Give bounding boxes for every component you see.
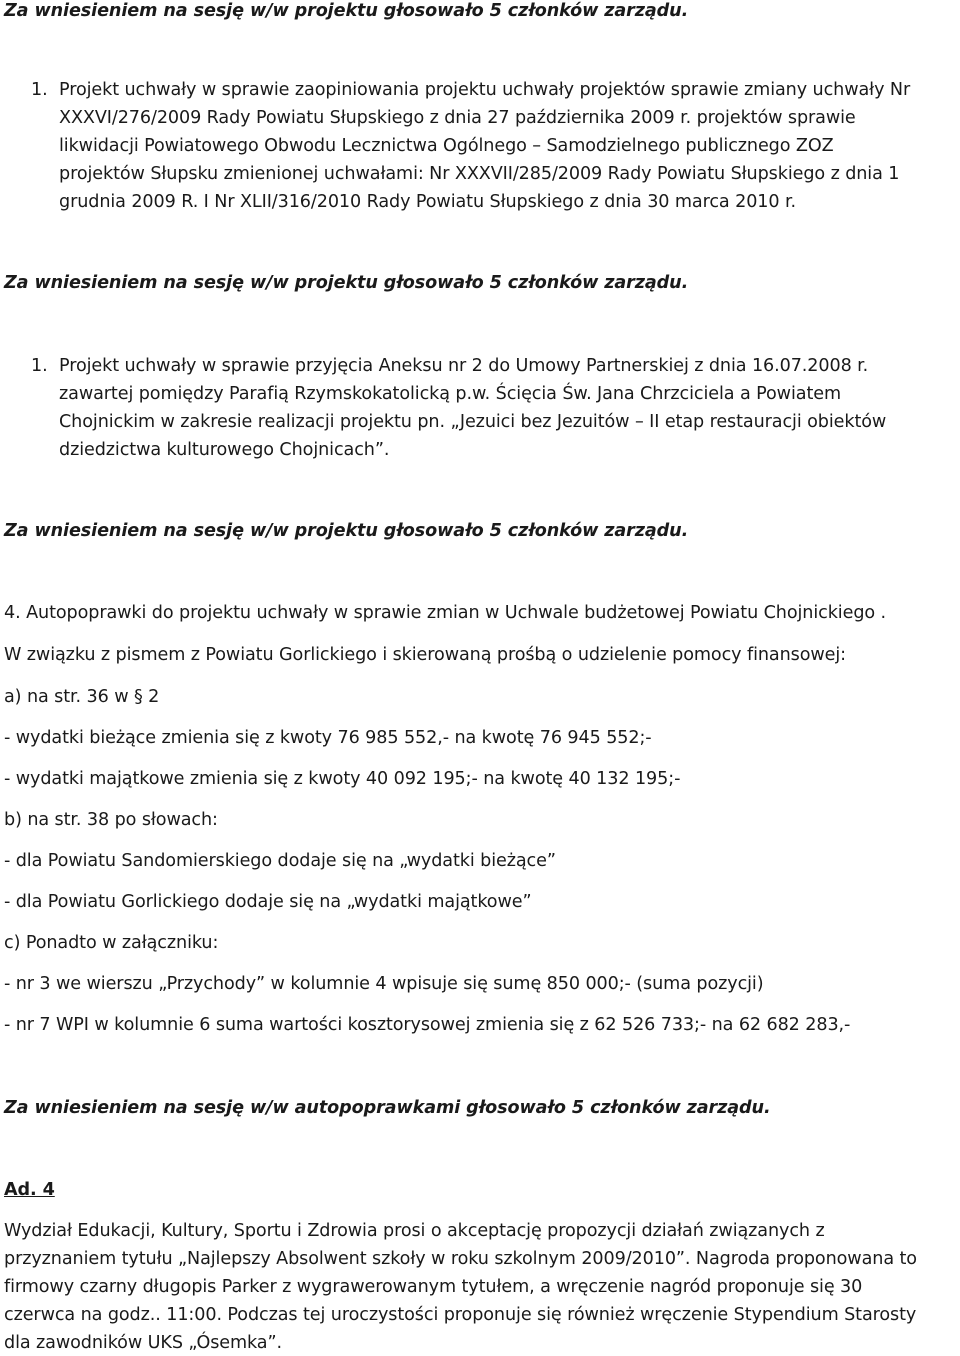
paragraph-line: likwidacji Powiatowego Obwodu Lecznictwa Ogólnego – Samodzielnego publicznego ZOZ: [59, 136, 834, 156]
paragraph-line: Projekt uchwały w sprawie zaopiniowania projektu uchwały projektów sprawie zmiany uchwały Nr: [59, 80, 911, 100]
paragraph-line: projektów Słupsku zmienionej uchwałami: Nr XXXVII/285/2009 Rady Powiatu Słupskiego z dnia 1: [59, 164, 900, 184]
paragraph-line: a) na str. 36 w § 2: [4, 687, 160, 707]
paragraph-line: - dla Powiatu Sandomierskiego dodaje się na „wydatki bieżące”: [4, 851, 556, 871]
paragraph-line: - wydatki majątkowe zmienia się z kwoty 40 092 195;- na kwotę 40 132 195;-: [4, 769, 681, 789]
paragraph-line: - nr 3 we wierszu „Przychody” w kolumnie 4 wpisuje się sumę 850 000;- (suma pozycji): [4, 974, 764, 994]
vote-result-heading: Za wniesieniem na sesję w/w projektu głosowało 5 członków zarządu.: [4, 273, 689, 293]
paragraph-line: c) Ponadto w załączniku:: [4, 933, 219, 953]
list-item-number: 1.: [31, 356, 48, 376]
paragraph-line: grudnia 2009 R. I Nr XLII/316/2010 Rady Powiatu Słupskiego z dnia 30 marca 2010 r.: [59, 192, 796, 212]
paragraph-line: - dla Powiatu Gorlickiego dodaje się na „wydatki majątkowe”: [4, 892, 532, 912]
paragraph-line: Wydział Edukacji, Kultury, Sportu i Zdrowia prosi o akceptację propozycji działań związanych z: [4, 1221, 825, 1241]
section-heading-ad-4: Ad. 4: [4, 1180, 55, 1200]
paragraph-line: W związku z pismem z Powiatu Gorlickiego i skierowaną prośbą o udzielenie pomocy finansowej:: [4, 645, 847, 665]
paragraph-line: XXXVI/276/2009 Rady Powiatu Słupskiego z dnia 27 października 2009 r. projektów sprawie: [59, 108, 856, 128]
paragraph-line: firmowy czarny długopis Parker z wygrawerowanym tytułem, a wręczenie nagród proponuje się 30: [4, 1277, 863, 1297]
vote-result-heading: Za wniesieniem na sesję w/w projektu głosowało 5 członków zarządu.: [4, 521, 689, 541]
paragraph-line: czerwca na godz.. 11:00. Podczas tej uroczystości proponuje się również wręczenie Stypendium Starosty: [4, 1305, 917, 1325]
paragraph-line: Chojnickim w zakresie realizacji projektu pn. „Jezuici bez Jezuitów – II etap restauracji obiektów: [59, 412, 887, 432]
paragraph-line: Projekt uchwały w sprawie przyjęcia Aneksu nr 2 do Umowy Partnerskiej z dnia 16.07.2008 r.: [59, 356, 869, 376]
vote-result-heading: Za wniesieniem na sesję w/w projektu głosowało 5 członków zarządu.: [4, 1, 689, 21]
paragraph-line: dla zawodników UKS „Ósemka”.: [4, 1333, 282, 1353]
paragraph-line: - nr 7 WPI w kolumnie 6 suma wartości kosztorysowej zmienia się z 62 526 733;- na 62 682 283,-: [4, 1015, 851, 1035]
paragraph-line: 4. Autopoprawki do projektu uchwały w sprawie zmian w Uchwale budżetowej Powiatu Chojnickiego .: [4, 603, 887, 623]
vote-result-heading: Za wniesieniem na sesję w/w autopoprawkami głosowało 5 członków zarządu.: [4, 1098, 771, 1118]
list-item-number: 1.: [31, 80, 48, 100]
paragraph-line: przyznaniem tytułu „Najlepszy Absolwent szkoły w roku szkolnym 2009/2010”. Nagroda proponowana to: [4, 1249, 917, 1269]
paragraph-line: dziedzictwa kulturowego Chojnicach”.: [59, 440, 390, 460]
paragraph-line: b) na str. 38 po słowach:: [4, 810, 218, 830]
paragraph-line: - wydatki bieżące zmienia się z kwoty 76 985 552,- na kwotę 76 945 552;-: [4, 728, 652, 748]
paragraph-line: zawartej pomiędzy Parafią Rzymskokatolicką p.w. Ścięcia Św. Jana Chrzciciela a Powiatem: [59, 384, 842, 404]
